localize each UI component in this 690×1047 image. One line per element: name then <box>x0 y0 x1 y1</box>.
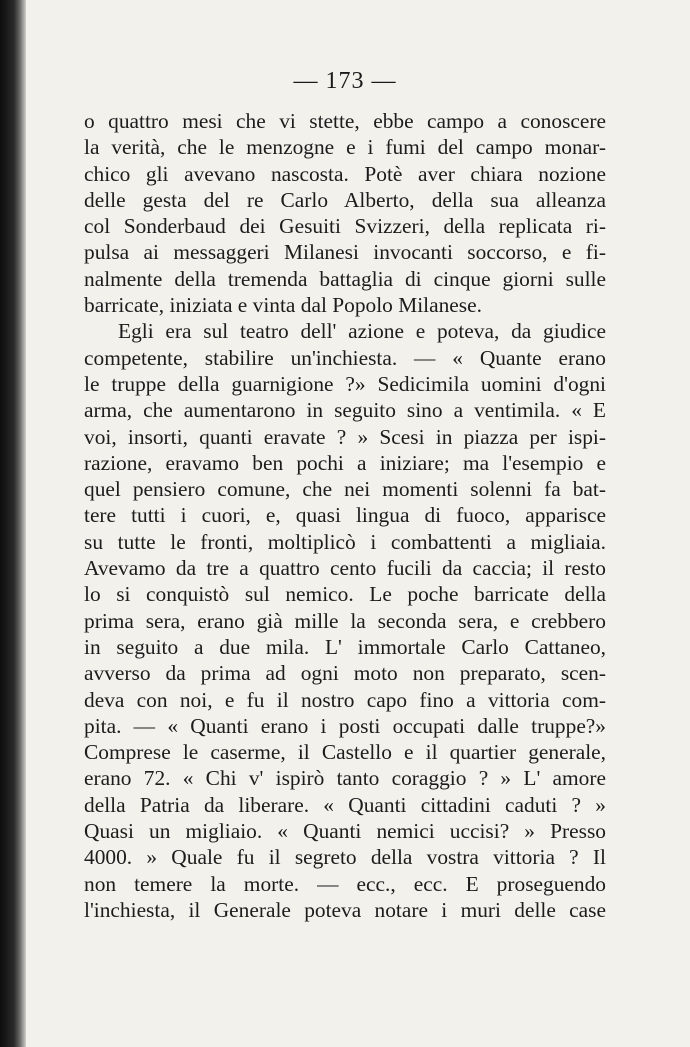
text-line: chico gli avevano nascosta. Potè aver chiara nozione <box>84 161 606 186</box>
body-text <box>84 108 606 923</box>
text-line: pulsa ai messaggeri Milanesi invocanti soccorso, e fi- <box>84 240 606 265</box>
text-line: nalmente della tremenda battaglia di cinque giorni sulle <box>84 266 606 291</box>
text-line: erano 72. « Chi v' ispirò tanto coraggio ? » L' amore <box>84 766 606 791</box>
text-line: Egli era sul teatro dell' azione e poteva, da giudice <box>118 319 606 344</box>
text-line: la verità, che le menzogne e i fumi del campo monar- <box>84 135 606 160</box>
text-line: quel pensiero comune, che nei momenti solenni fa bat- <box>84 477 606 502</box>
text-line: voi, insorti, quanti eravate ? » Scesi in piazza per ispi- <box>84 424 606 449</box>
text-line: prima sera, erano già mille la seconda sera, e crebbero <box>84 608 606 633</box>
paragraph <box>84 318 606 923</box>
text-line: in seguito a due mila. L' immortale Carlo Cattaneo, <box>84 634 606 659</box>
ink-speck <box>356 992 364 1000</box>
book-spine-shadow <box>0 0 26 1047</box>
text-line: col Sonderbaud dei Gesuiti Svizzeri, della replicata ri- <box>84 214 606 239</box>
text-line: 4000. » Quale fu il segreto della vostra vittoria ? Il <box>84 845 606 870</box>
text-line: arma, che aumentarono in seguito sino a ventimila. « E <box>84 398 606 423</box>
text-line: tere tutti i cuori, e, quasi lingua di fuoco, apparisce <box>84 503 606 528</box>
text-line: competente, stabilire un'inchiesta. — « Quante erano <box>84 345 606 370</box>
paragraph <box>84 108 606 318</box>
text-line: deva con noi, e fu il nostro capo fino a vittoria com- <box>84 687 606 712</box>
text-line: razione, eravamo ben pochi a iniziare; ma l'esempio e <box>84 450 606 475</box>
text-line: Quasi un migliaio. « Quanti nemici uccisi? » Presso <box>84 819 606 844</box>
text-line: Avevamo da tre a quattro cento fucili da caccia; il resto <box>84 556 606 581</box>
text-line: Comprese le caserme, il Castello e il quartier generale, <box>84 740 606 765</box>
text-line: delle gesta del re Carlo Alberto, della sua alleanza <box>84 187 606 212</box>
text-line: l'inchiesta, il Generale poteva notare i muri delle case <box>84 897 606 922</box>
text-line: avverso da prima ad ogni moto non preparato, scen- <box>84 661 606 686</box>
text-line: della Patria da liberare. « Quanti cittadini caduti ? » <box>84 792 606 817</box>
text-line: le truppe della guarnigione ?» Sedicimila uomini d'ogni <box>84 371 606 396</box>
text-line: pita. — « Quanti erano i posti occupati dalle truppe?» <box>84 713 606 738</box>
text-line: su tutte le fronti, moltiplicò i combattenti a migliaia. <box>84 529 606 554</box>
text-line: lo si conquistò sul nemico. Le poche barricate della <box>84 582 606 607</box>
text-line: o quattro mesi che vi stette, ebbe campo a conoscere <box>84 109 606 133</box>
text-line: barricate, iniziata e vinta dal Popolo Milanese. <box>84 293 482 318</box>
page-number: — 173 — <box>293 68 397 94</box>
text-line: non temere la morte. — ecc., ecc. E proseguendo <box>84 871 606 896</box>
